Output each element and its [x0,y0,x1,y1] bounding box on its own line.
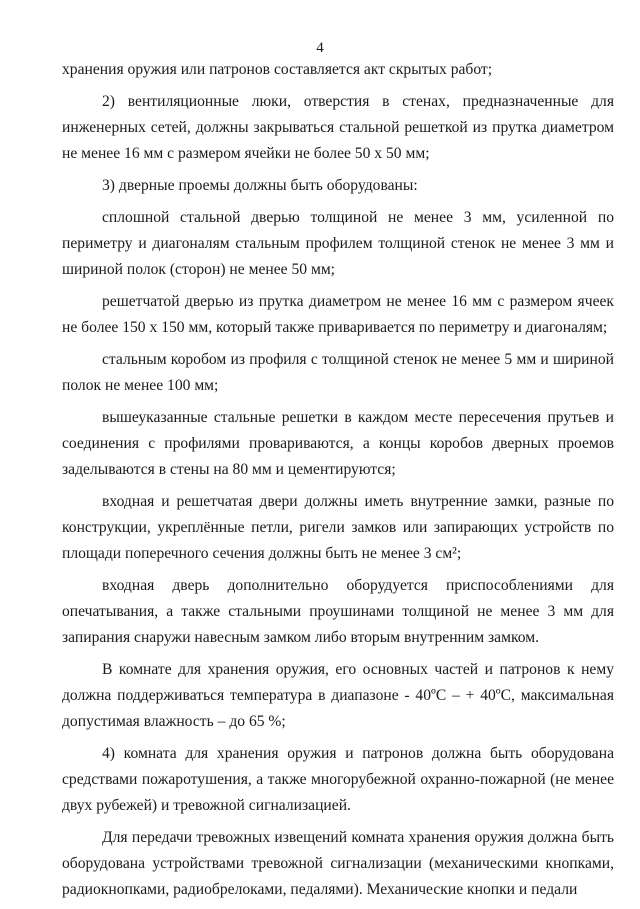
paragraph-sealing: входная дверь дополнительно оборудуется приспособлениями для опечатывания, а также стальными проушинами толщиной не менее 3 мм для запирания снаружи навесным замком либо вторым внутренним замком. [62,577,614,646]
paragraph-locks: входная и решетчатая двери должны иметь внутренние замки, разные по конструкции, укреплённые петли, ригели замков или запирающих устройств по площади поперечного сечения должны быть не менее 3 см²; [62,493,614,562]
paragraph-welding: вышеуказанные стальные решетки в каждом месте пересечения прутьев и соединения с профилями провариваются, а концы коробов дверных проемов заделываются в стены на 80 мм и цементируются; [62,409,614,478]
paragraph-fire-safety: 4) комната для хранения оружия и патронов должна быть оборудована средствами пожаротушения, а также многорубежной охранно-пожарной (не менее двух рубежей) и тревожной сигнализацией. [62,745,614,814]
paragraph-solid-door: сплошной стальной дверью толщиной не менее 3 мм, усиленной по периметру и диагоналям стальным профилем толщиной стенок не менее 3 мм и шириной полок (сторон) не менее 50 мм; [62,209,614,278]
document-body [62,57,614,909]
paragraph-lattice-door: решетчатой дверью из прутка диаметром не менее 16 мм с размером ячеек не более 150 х 150 мм, который также приваривается по периметру и диагоналям; [62,293,614,336]
paragraph-temperature: В комнате для хранения оружия, его основных частей и патронов к нему должна поддерживаться температура в диапазоне - 40ºС – + 40ºС, максимальная допустимая влажность – до 65 %; [62,661,614,730]
page-number: 4 [316,40,324,56]
paragraph-continuation: хранения оружия или патронов составляется акт скрытых работ; [62,61,493,78]
paragraph-ventilation: 2) вентиляционные люки, отверстия в стенах, предназначенные для инженерных сетей, должны закрываться стальной решеткой из прутка диаметром не менее 16 мм с размером ячейки не более 50 х 50 мм; [62,93,614,162]
paragraph-door-openings: 3) дверные проемы должны быть оборудованы: [102,177,418,194]
paragraph-alarm: Для передачи тревожных извещений комната хранения оружия должна быть оборудована устройствами тревожной сигнализации (механическими кнопками, радиокнопками, радиобрелоками, педалями). Механические кнопки и педали [62,829,614,898]
paragraph-steel-frame: стальным коробом из профиля с толщиной стенок не менее 5 мм и шириной полок не менее 100 мм; [62,351,614,394]
